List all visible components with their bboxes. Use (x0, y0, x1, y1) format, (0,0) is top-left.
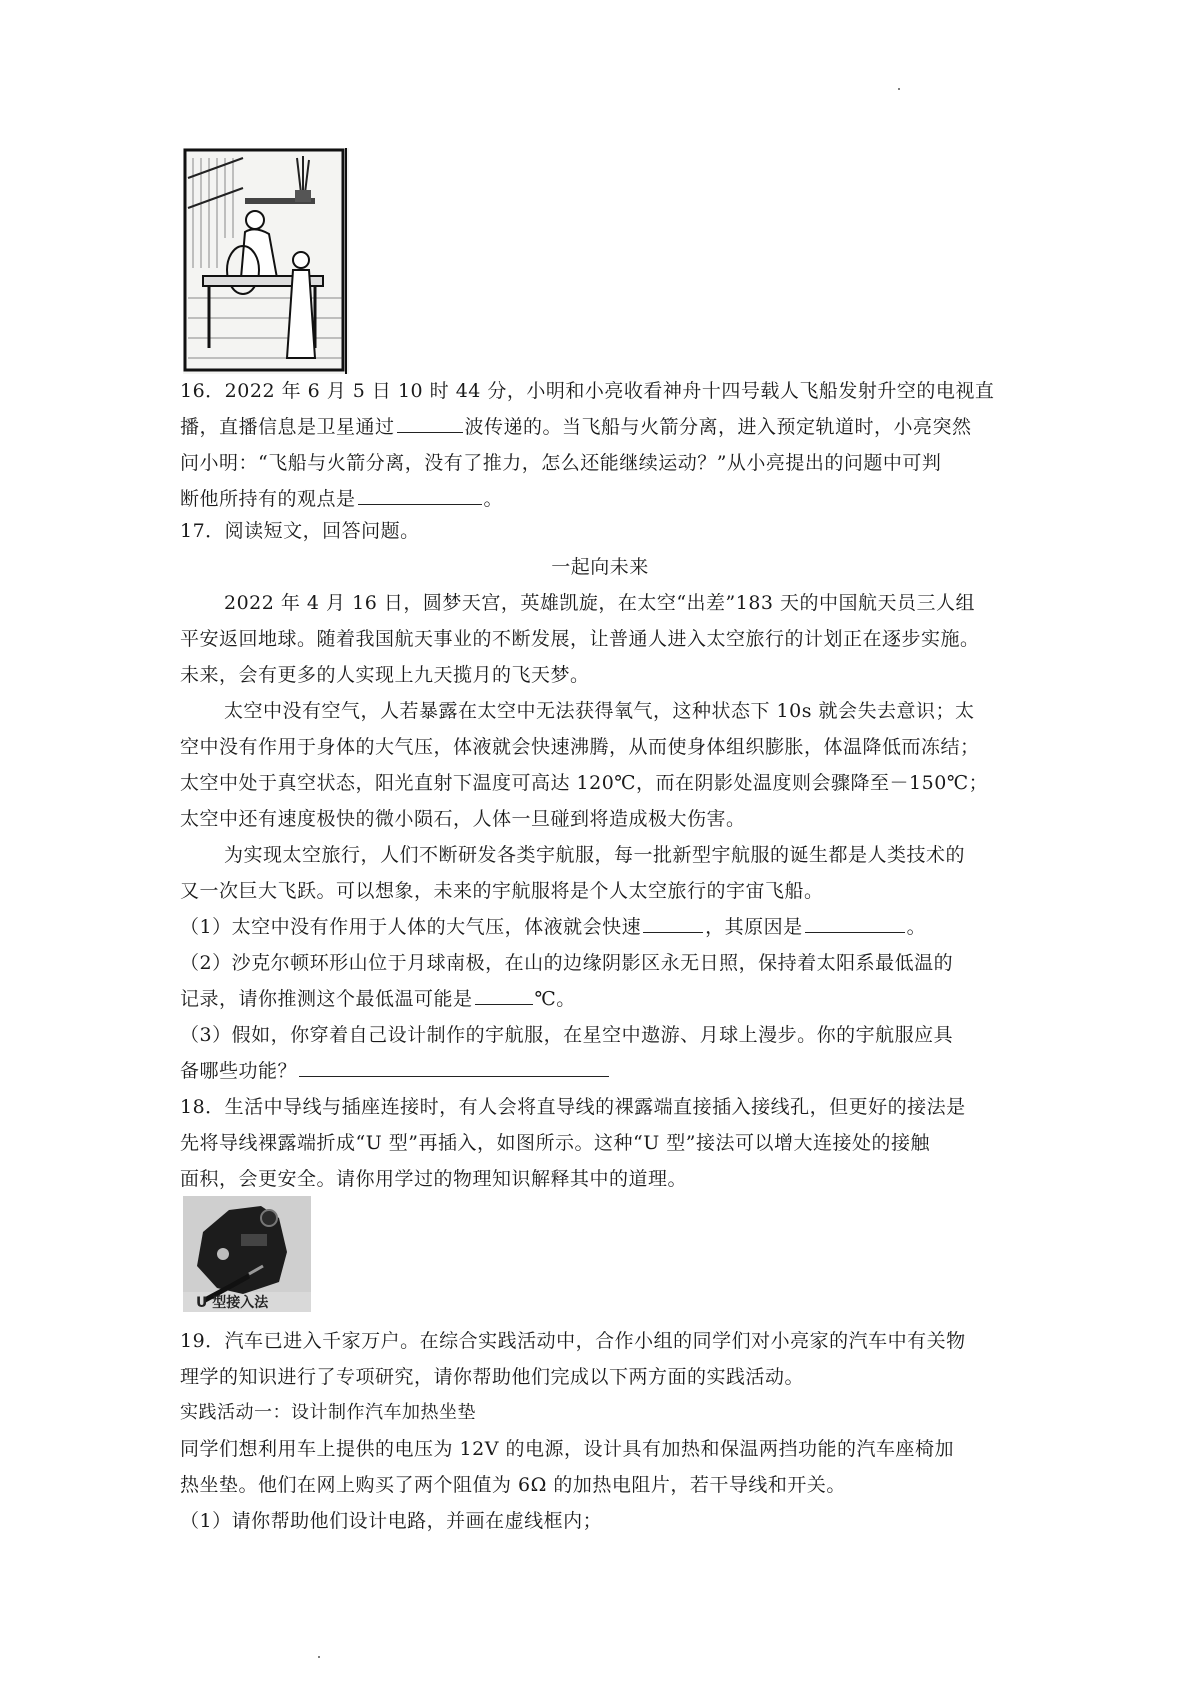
q18-line-3: 面积，会更安全。请你用学过的物理知识解释其中的道理。 (180, 1168, 688, 1190)
passage-text: 太空中还有速度极快的微小陨石，人体一旦碰到将造成极大伤害。 (180, 808, 746, 830)
answer-blank[interactable] (643, 910, 703, 933)
q18-line-1: 18．生活中导线与插座连接时，有人会将直导线的裸露端直接插入接线孔，但更好的接法是 (180, 1096, 966, 1118)
q17-text: ，其原因是 (705, 916, 803, 938)
q19-line-2: 理学的知识进行了专项研究，请你帮助他们完成以下两方面的实践活动。 (180, 1366, 805, 1388)
passage-text: 太空中没有空气，人若暴露在太空中无法获得氧气，这种状态下 10s 就会失去意识；太 (224, 700, 975, 722)
answer-blank[interactable] (299, 1054, 609, 1077)
q17-sub-1 (180, 910, 926, 944)
passage-text: 2022 年 4 月 16 日，圆梦天宫，英雄凯旋，在太空“出差”183 天的中国航天员三人组 (224, 592, 976, 614)
q17-sub-2: （2）沙克尔顿环形山位于月球南极，在山的边缘阴影区永无日照，保持着太阳系最低温的 (180, 952, 954, 974)
answer-blank[interactable] (397, 410, 463, 433)
passage-text: 又一次巨大飞跃。可以想象，未来的宇航服将是个人太空旅行的宇宙飞船。 (180, 880, 824, 902)
activity-heading: 实践活动一：设计制作汽车加热坐垫 (180, 1402, 476, 1423)
q16-text: 。 (483, 488, 504, 510)
passage-text: 太空中处于真空状态，阳光直射下温度可高达 120℃，而在阴影处温度则会骤降至－150℃； (180, 772, 989, 794)
q17-sub-3: （3）假如，你穿着自己设计制作的宇航服，在星空中遨游、月球上漫步。你的宇航服应具 (180, 1024, 954, 1046)
passage-text: 平安返回地球。随着我国航天事业的不断发展，让普通人进入太空旅行的计划正在逐步实施。 (180, 628, 980, 650)
q17-sub-2-cont (180, 982, 576, 1016)
answer-blank[interactable] (805, 910, 905, 933)
q17-text: 。 (906, 916, 927, 938)
q19-line-1: 19．汽车已进入千家万户。在综合实践活动中，合作小组的同学们对小亮家的汽车中有关物 (180, 1330, 966, 1352)
q16-text: 播，直播信息是卫星通过 (180, 416, 395, 438)
q16-line-1: 16．2022 年 6 月 5 日 10 时 44 分，小明和小亮收看神舟十四号载人飞船发射升空的电视直 (180, 380, 995, 402)
woodcut-illustration (183, 148, 349, 374)
answer-blank[interactable] (358, 482, 482, 505)
q16-text: 断他所持有的观点是 (180, 488, 356, 510)
passage-text: 为实现太空旅行，人们不断研发各类宇航服，每一批新型宇航服的诞生都是人类技术的 (224, 844, 966, 866)
passage-text: 未来，会有更多的人实现上九天揽月的飞天梦。 (180, 664, 590, 686)
q19-para: 同学们想利用车上提供的电压为 12V 的电源，设计具有加热和保温两挡功能的汽车座椅加 (180, 1438, 954, 1460)
q17-text: （1）太空中没有作用于人体的大气压，体液就会快速 (180, 916, 642, 938)
scan-speck (898, 88, 900, 90)
q19-sub-1: （1）请你帮助他们设计电路，并画在虚线框内； (180, 1510, 603, 1532)
q16-line-3: 问小明：“飞船与火箭分离，没有了推力，怎么还能继续运动？”从小亮提出的问题中可判 (180, 452, 942, 474)
q16-line-2 (180, 410, 972, 444)
q17-text: 备哪些功能？ (180, 1060, 298, 1082)
passage-title: 一起向未来 (551, 556, 649, 578)
answer-blank[interactable] (475, 982, 533, 1005)
q16-line-4 (180, 482, 503, 516)
passage-text: 空中没有作用于身体的大气压，体液就会快速沸腾，从而使身体组织膨胀，体温降低而冻结； (180, 736, 980, 758)
scan-speck (318, 1656, 320, 1658)
q17-sub-3-cont (180, 1054, 611, 1088)
figure-caption: U 型接入法 (196, 1295, 269, 1311)
q16-text: 波传递的。当飞船与火箭分离，进入预定轨道时，小亮突然 (464, 416, 972, 438)
q19-para: 热坐垫。他们在网上购买了两个阻值为 6Ω 的加热电阻片，若干导线和开关。 (180, 1474, 846, 1496)
q17-text: 记录，请你推测这个最低温可能是 (180, 988, 473, 1010)
q17-text: ℃。 (534, 988, 576, 1010)
q18-line-2: 先将导线裸露端折成“U 型”再插入，如图所示。这种“U 型”接法可以增大连接处的接触 (180, 1132, 930, 1154)
q17-intro: 17．阅读短文，回答问题。 (180, 520, 420, 542)
